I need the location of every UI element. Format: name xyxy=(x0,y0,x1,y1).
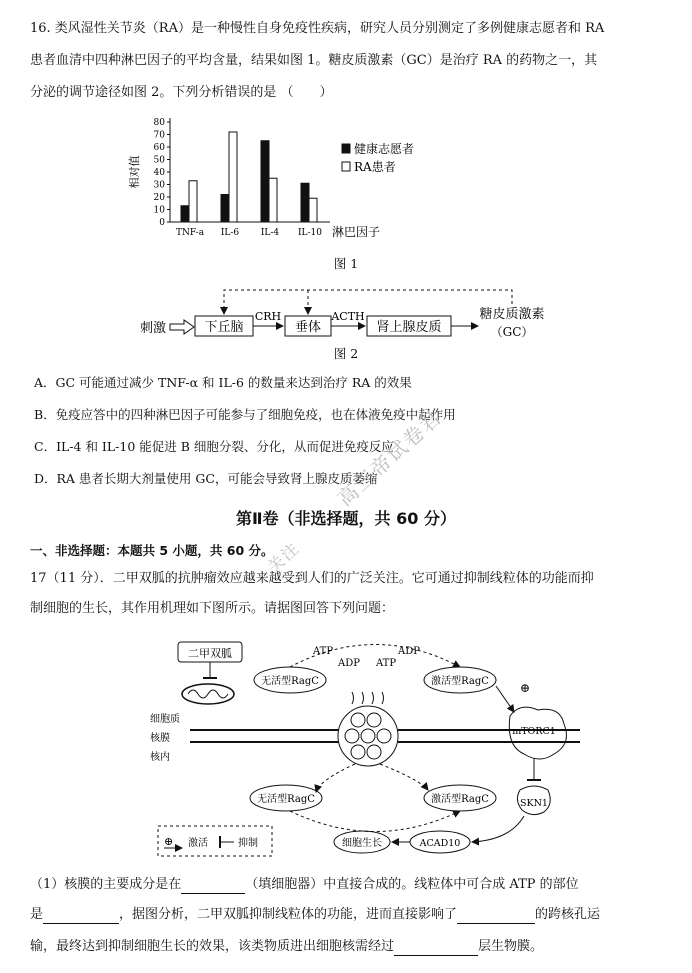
mtorc1-label: mTORC1 xyxy=(512,726,556,737)
adrenal-cortex-label: 肾上腺皮质 xyxy=(376,320,442,335)
option-c: C．IL-4 和 IL-10 能促进 B 细胞分裂、分化，从而促进免疫反应 xyxy=(34,439,394,454)
plus-icon: ⊕ xyxy=(520,681,531,695)
y-tick-label: 10 xyxy=(153,205,165,216)
legend-swatch xyxy=(342,162,350,171)
blank-2[interactable] xyxy=(43,909,119,924)
option-d: D．RA 患者长期大剂量使用 GC，可能会导致肾上腺皮质萎缩 xyxy=(34,471,378,486)
acth-label: ACTH xyxy=(331,310,365,323)
bar xyxy=(309,198,317,222)
x-tick-label: IL-4 xyxy=(260,228,280,238)
blank-4[interactable] xyxy=(394,941,478,956)
x-axis-label: 淋巴因子 xyxy=(332,225,381,239)
q17-p2 xyxy=(30,906,600,924)
active-ragc-bottom-label: 激活型RagC xyxy=(431,794,489,805)
hollow-arrow-icon xyxy=(170,320,194,334)
option-b: B．免疫应答中的四种淋巴因子可能参与了细胞免疫，也在体液免疫中起作用 xyxy=(34,407,456,422)
cytoplasm-label: 细胞质 xyxy=(150,714,180,725)
hypothalamus-label: 下丘脑 xyxy=(204,320,244,335)
x-tick-label: IL-10 xyxy=(297,228,323,238)
skn1-label: SKN1 xyxy=(520,798,548,809)
y-tick-label: 50 xyxy=(153,155,165,166)
y-axis-label: 相对值 xyxy=(128,155,141,189)
y-tick-label: 80 xyxy=(153,118,165,128)
y-tick-label: 60 xyxy=(153,143,165,153)
q17-line2: 制细胞的生长，其作用机理如下图所示。请据图回答下列问题： xyxy=(30,601,395,616)
atp2-label: ATP xyxy=(376,658,397,669)
cell-growth-label: 细胞生长 xyxy=(342,838,382,849)
section2-subtitle: 一、非选择题：本题共 5 小题，共 60 分。 xyxy=(30,543,274,558)
acad10-label: ACAD10 xyxy=(419,838,461,849)
stimulus-label: 刺激 xyxy=(140,321,167,336)
nuclear-pore-icon xyxy=(338,692,398,766)
y-tick-label: 0 xyxy=(159,218,165,228)
q17-p2-text-a: 是 xyxy=(30,907,44,922)
q16-line1: 16. 类风湿性关节炎（RA）是一种慢性自身免疫性疾病，研究人员分别测定了多例健康志愿者和 RA xyxy=(30,21,605,36)
fig1-caption: 图 1 xyxy=(333,256,359,271)
bar xyxy=(221,195,229,223)
pituitary-label: 垂体 xyxy=(294,320,322,335)
bar xyxy=(229,132,237,222)
adp2-label: ADP xyxy=(398,646,420,657)
option-a: A．GC 可能通过减少 TNF-α 和 IL-6 的数量来达到治疗 RA 的效果 xyxy=(34,375,412,390)
q17-p2-text-b: ，据图分析，二甲双胍抑制线粒体的功能，进而直接影响了 xyxy=(119,907,458,922)
section2-title: 第Ⅱ卷（非选择题，共 60 分） xyxy=(236,509,456,528)
gc-abbrev: （GC） xyxy=(490,325,534,339)
q17-p3 xyxy=(30,938,543,956)
gc-label: 糖皮质激素 xyxy=(479,307,545,322)
lymphokine-bar-chart xyxy=(120,112,440,250)
q17-p3-text-b: 层生物膜。 xyxy=(478,939,544,954)
watermark: 高三帝试卷君 xyxy=(332,404,447,511)
q17-p3-text-a: 输，最终达到抑制细胞生长的效果，该类物质进出细胞核需经过 xyxy=(30,939,395,954)
bar xyxy=(189,181,197,222)
legend-inhibit-label: 抑制 xyxy=(238,838,258,849)
inactive-ragc-top-label: 无活型RagC xyxy=(261,676,319,687)
bar xyxy=(181,206,189,222)
bar xyxy=(301,183,309,222)
y-tick-label: 70 xyxy=(153,130,165,141)
y-tick-label: 30 xyxy=(153,180,165,191)
q17-p1-text-a: （1）核膜的主要成分是在 xyxy=(30,877,182,892)
q17-p1-text-b: （填细胞器）中直接合成的。线粒体中可合成 ATP 的部位 xyxy=(245,877,579,892)
q17-line1: 17（11 分）．二甲双胍的抗肿瘤效应越来越受到人们的广泛关注。它可通过抑制线粒体的功能而抑 xyxy=(30,571,594,586)
bar xyxy=(269,178,277,222)
q17-p2-text-c: 的跨核孔运 xyxy=(535,907,601,922)
bar xyxy=(261,141,269,222)
y-tick-label: 40 xyxy=(153,168,165,178)
active-ragc-top-label: 激活型RagC xyxy=(431,676,489,687)
x-tick-label: TNF-a xyxy=(175,228,205,238)
nuclear-membrane-label: 核膜 xyxy=(150,733,170,744)
blank-3[interactable] xyxy=(457,909,535,924)
blank-1[interactable] xyxy=(181,879,245,894)
fig2-caption: 图 2 xyxy=(333,346,359,361)
inactive-ragc-bottom-label: 无活型RagC xyxy=(257,794,315,805)
y-tick-label: 20 xyxy=(153,193,165,203)
q16-line2: 患者血清中四种淋巴因子的平均含量，结果如图 1。糖皮质激素（GC）是治疗 RA 的药物之一，其 xyxy=(30,53,598,68)
watermark-2: 关注 xyxy=(264,538,304,577)
legend-label: 健康志愿者 xyxy=(354,142,415,156)
legend-label: RA患者 xyxy=(354,160,396,174)
legend-plus-icon: ⊕ xyxy=(164,835,174,848)
x-tick-label: IL-6 xyxy=(220,228,240,238)
adp1-label: ADP xyxy=(338,658,360,669)
legend-swatch xyxy=(342,144,350,153)
metformin-label: 二甲双胍 xyxy=(188,647,232,660)
nucleus-label: 核内 xyxy=(150,752,170,763)
atp1-label: ATP xyxy=(313,646,334,657)
q16-line3: 分泌的调节途径如图 2。下列分析错误的是 （ ） xyxy=(30,85,333,100)
q17-p1 xyxy=(30,876,579,894)
legend-activate-label: 激活 xyxy=(188,838,208,849)
metformin-mechanism-diagram xyxy=(130,630,600,865)
crh-label: CRH xyxy=(254,310,282,323)
